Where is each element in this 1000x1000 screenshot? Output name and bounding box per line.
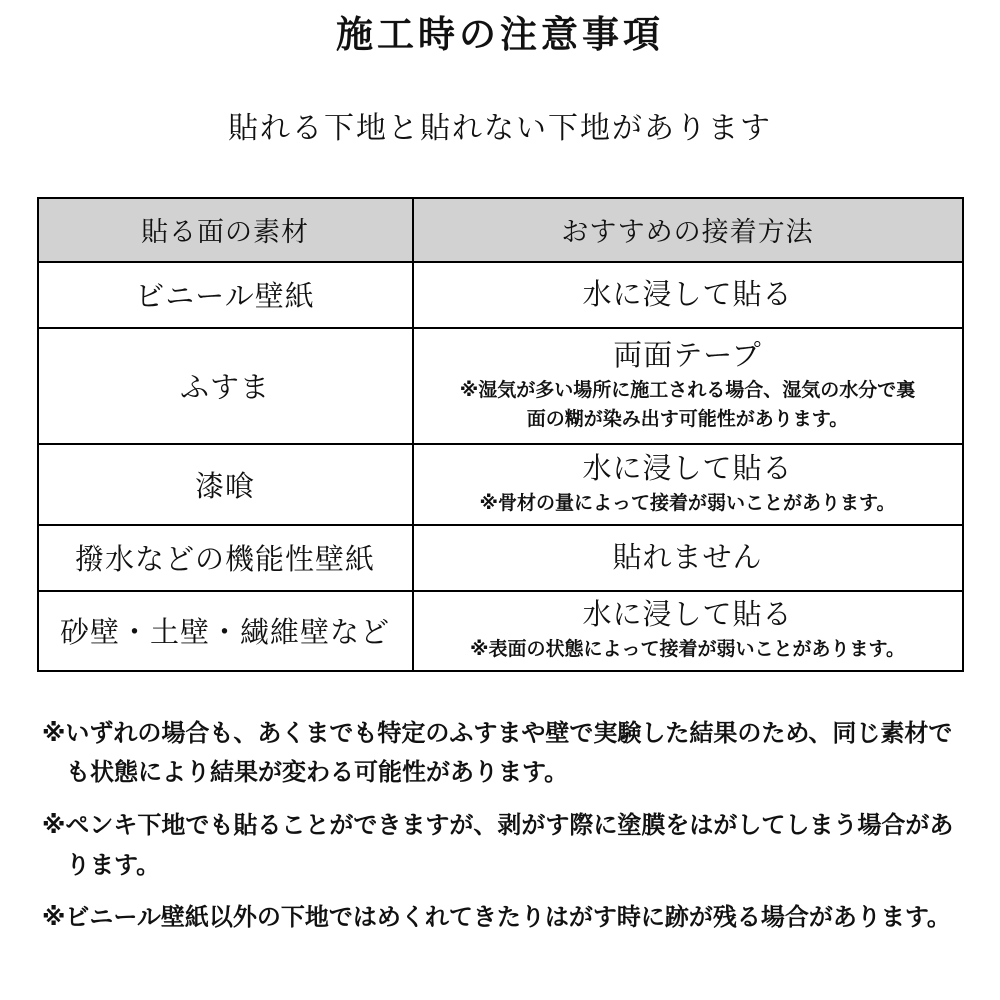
substrate-table <box>37 197 964 672</box>
table-row <box>38 525 963 591</box>
table-row <box>38 328 963 444</box>
header-material: 貼る面の素材 <box>38 198 413 262</box>
method-note: ※骨材の量によって接着が弱いことがあります。 <box>479 492 896 514</box>
material-cell: ふすま <box>38 328 413 444</box>
footnote: ※ペンキ下地でも貼ることができますが、剥がす際に塗膜をはがしてしまう場合があります。 <box>42 812 954 879</box>
method-text: 両面テープ <box>613 339 762 372</box>
material-cell: 漆喰 <box>38 444 413 525</box>
material-cell: ビニール壁紙 <box>38 262 413 328</box>
table-row <box>38 444 963 525</box>
page-title: 施工時の注意事項 <box>336 15 664 56</box>
method-note: ※表面の状態によって接着が弱いことがあります。 <box>470 639 905 661</box>
method-cell <box>413 262 963 328</box>
table-header-row <box>38 198 963 262</box>
method-cell <box>413 328 963 444</box>
method-text: 貼れません <box>612 541 763 574</box>
table-row <box>38 591 963 671</box>
method-cell <box>413 444 963 525</box>
material-cell: 撥水などの機能性壁紙 <box>38 525 413 591</box>
method-text: 水に浸して貼る <box>582 278 793 311</box>
method-cell <box>413 525 963 591</box>
footnote: ※いずれの場合も、あくまでも特定のふすまや壁で実験した結果のため、同じ素材でも状態により結果が変わる可能性があります。 <box>42 719 953 787</box>
table-row <box>38 262 963 328</box>
method-note: ※湿気が多い場所に施工される場合、湿気の水分で裏面の糊が染み出す可能性があります。 <box>459 380 916 430</box>
material-cell: 砂壁・土壁・繊維壁など <box>38 591 413 671</box>
footnotes <box>42 714 958 938</box>
page-subtitle: 貼れる下地と貼れない下地があります <box>228 112 772 146</box>
footnote: ※ビニール壁紙以外の下地ではめくれてきたりはがす時に跡が残る場合があります。 <box>42 904 951 932</box>
header-method: おすすめの接着方法 <box>413 198 963 262</box>
method-text: 水に浸して貼る <box>582 599 793 632</box>
method-cell <box>413 591 963 671</box>
method-text: 水に浸して貼る <box>582 452 793 485</box>
